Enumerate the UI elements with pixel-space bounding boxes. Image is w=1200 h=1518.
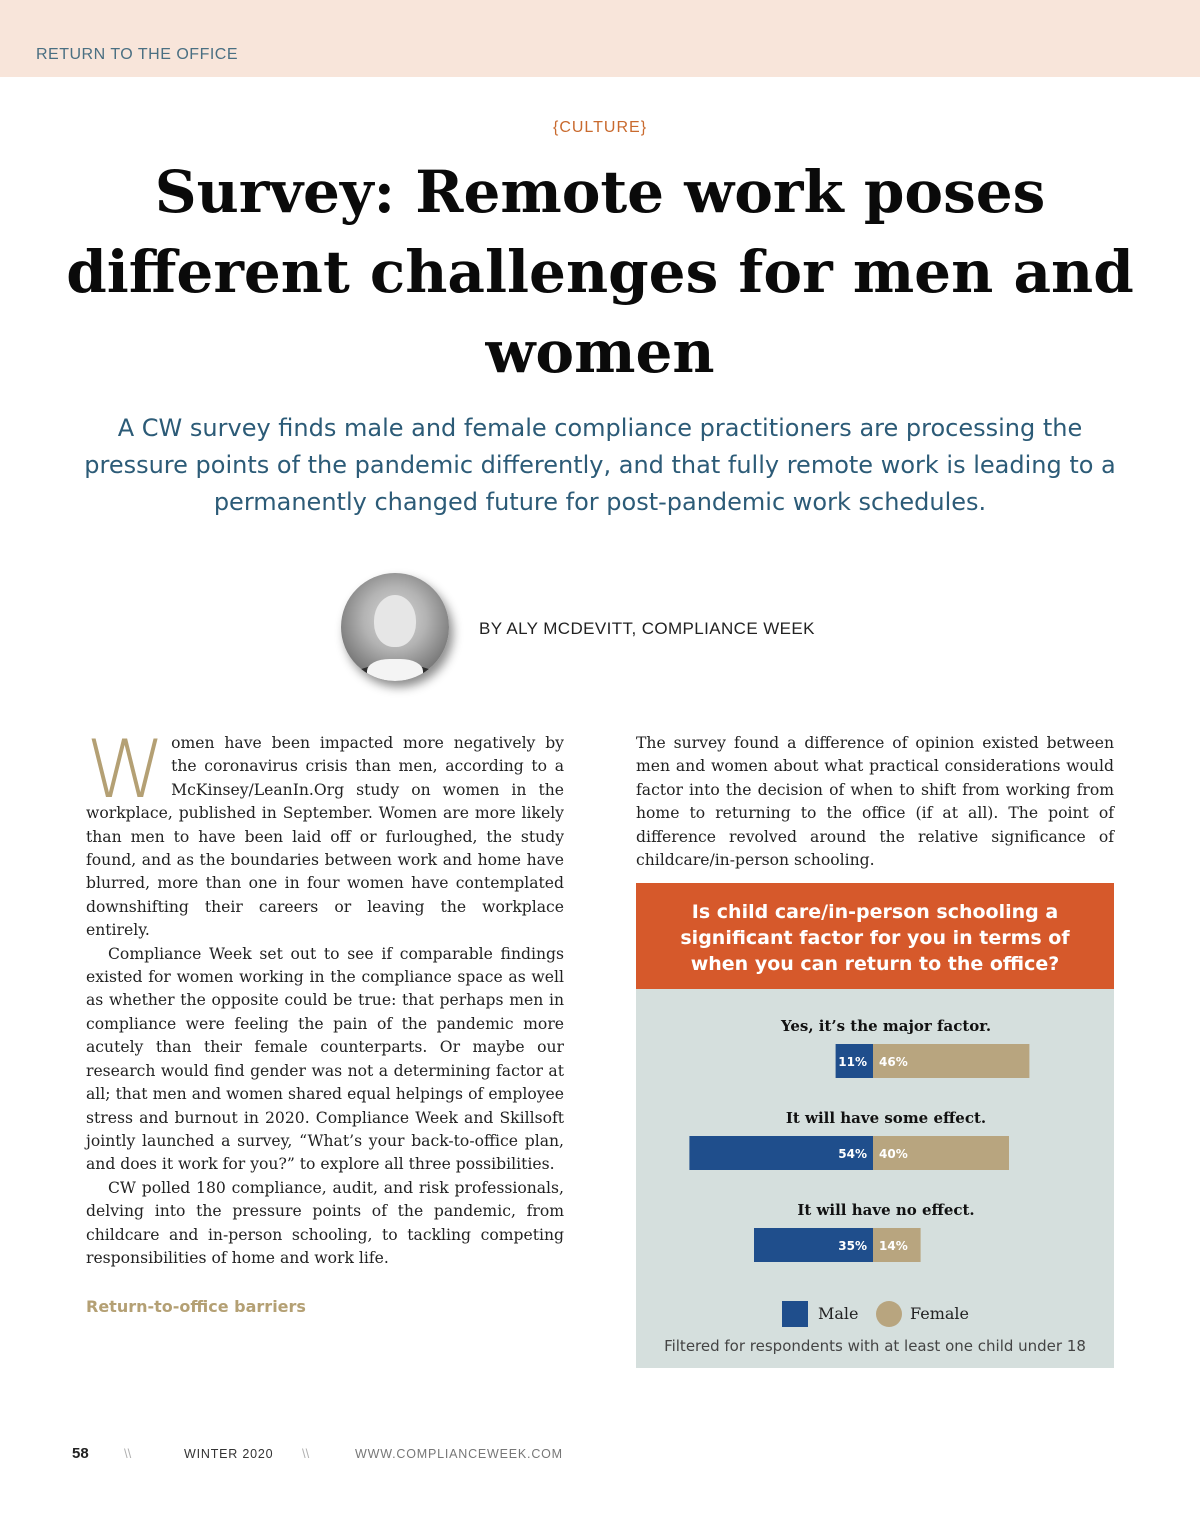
body-column-left xyxy=(86,723,564,1318)
byline: BY ALY MCDEVITT, COMPLIANCE WEEK xyxy=(479,619,815,638)
data-label-female: 14% xyxy=(879,1239,908,1253)
legend-swatch-female xyxy=(876,1301,902,1327)
issue-label: WINTER 2020 xyxy=(184,1447,274,1461)
chart-plot xyxy=(636,989,1114,1289)
data-label-male: 54% xyxy=(838,1147,867,1161)
top-band xyxy=(0,0,1200,77)
footer-separator: \\ xyxy=(124,1446,132,1461)
deck: A CW survey finds male and female compliance practitioners are processing the pressure points of the pandemic differently, and that fully remote work is leading to a permanently changed future for post-pandemic work schedules. xyxy=(84,414,1116,516)
data-label-male: 35% xyxy=(838,1239,867,1253)
category-label: It will have no effect. xyxy=(797,1201,975,1219)
section-label: RETURN TO THE OFFICE xyxy=(36,46,239,63)
data-label-male: 11% xyxy=(838,1055,867,1069)
author-avatar xyxy=(341,573,449,681)
legend-label-female: Female xyxy=(910,1304,969,1323)
subhead: Return-to-office barriers xyxy=(86,1297,306,1317)
paragraph-3: CW polled 180 compliance, audit, and risk professionals, delving into the pressure points of the pandemic, from childcare and in-person schooling, to tackling competing responsibilities of home and work life. xyxy=(86,1178,564,1267)
paragraph-1 xyxy=(86,723,564,943)
paragraph-4: The survey found a difference of opinion existed between men and women about what practical considerations would factor into the decision of when to shift from working from home to returning to the office (if at all). The point of difference revolved around the relative significance of childcare/in-person schooling. xyxy=(636,734,1114,870)
page-footer xyxy=(0,1443,1200,1467)
legend-swatch-male xyxy=(782,1301,808,1327)
survey-chart xyxy=(636,883,1114,1368)
legend-label-male: Male xyxy=(818,1304,859,1323)
dropcap: W xyxy=(86,723,166,816)
chart-title: Is child care/in-person schooling a significant factor for you in terms of when you can return to the office? xyxy=(680,901,1070,975)
kicker: {CULTURE} xyxy=(552,119,648,136)
paragraph-1-text: omen have been impacted more negatively by the coronavirus crisis than men, according to a McKinsey/LeanIn.Org study on women in the workplace, published in September. Women are more likely than men to have been laid off or furloughed, the study found, and as the boundaries between work and home have blurred, more than one in four women have contemplated downshifting their careers or leaving the workplace entirely. xyxy=(86,734,564,940)
data-label-female: 40% xyxy=(879,1147,908,1161)
data-label-female: 46% xyxy=(879,1055,908,1069)
site-url: WWW.COMPLIANCEWEEK.COM xyxy=(355,1447,563,1461)
paragraph-2: Compliance Week set out to see if comparable findings existed for women working in the compliance space as well as whether the opposite could be true: that perhaps men in compliance were feeling the pain of the pandemic more acutely than their female counterparts. Or maybe our research would find gender was not a determining factor at all; that men and women shared equal helpings of employee stress and burnout in 2020. Compliance Week and Skillsoft jointly launched a survey, “What’s your back-to-office plan, and does it work for you?” to explore all three possibilities. xyxy=(86,944,564,1174)
chart-header xyxy=(636,883,1114,989)
avatar-collar xyxy=(367,659,423,681)
chart-note: Filtered for respondents with at least one child under 18 xyxy=(664,1337,1086,1355)
headline: Survey: Remote work poses different challenges for men and women xyxy=(66,158,1134,386)
avatar-face xyxy=(374,595,416,647)
footer-separator: \\ xyxy=(302,1446,310,1461)
body-column-right xyxy=(636,732,1114,872)
chart-legend xyxy=(636,1299,1114,1329)
category-label: It will have some effect. xyxy=(785,1109,987,1127)
page-number: 58 xyxy=(72,1445,89,1462)
category-label: Yes, it’s the major factor. xyxy=(780,1017,992,1035)
